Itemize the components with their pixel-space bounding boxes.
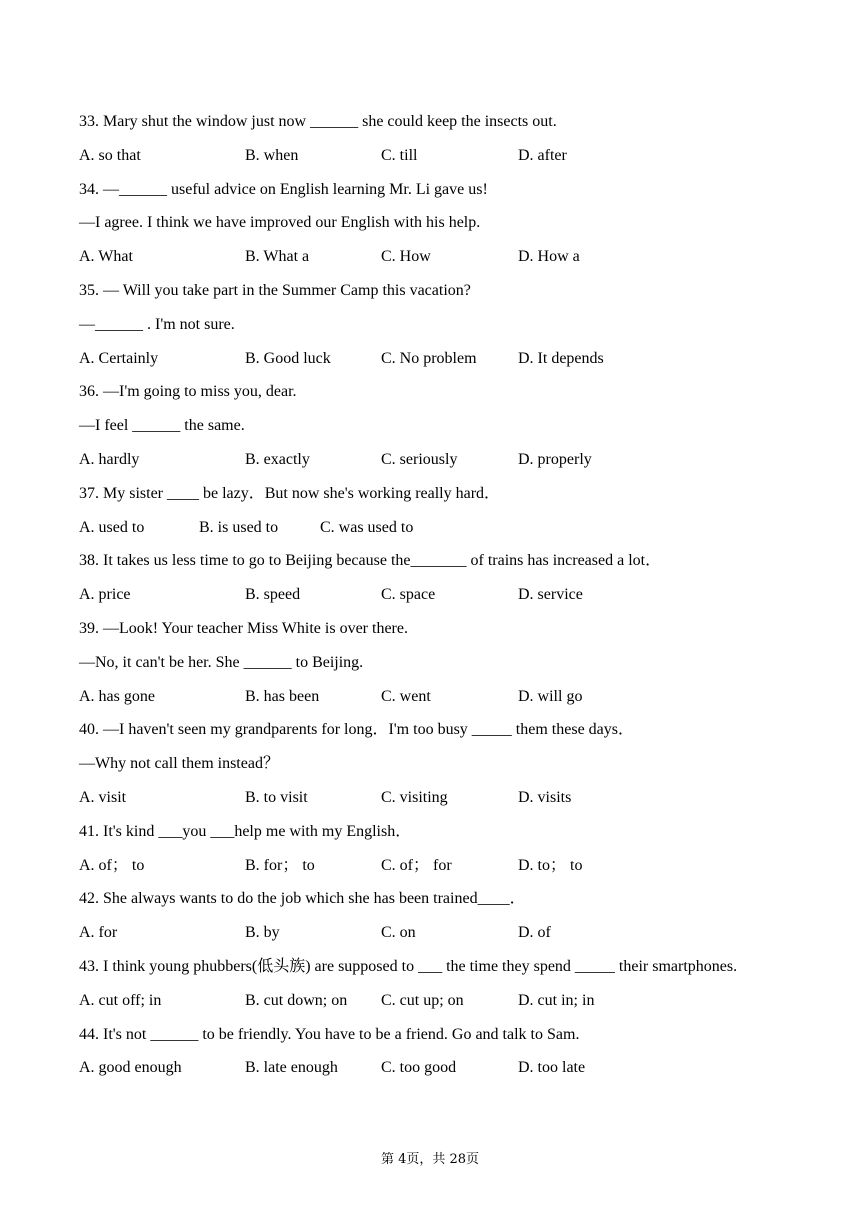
option-c: C. was used to xyxy=(320,518,414,536)
option-b: B. speed xyxy=(245,586,301,604)
question xyxy=(79,280,819,381)
question xyxy=(79,179,819,280)
question-stem: 41. It's kind ___you ___help me with my English． xyxy=(79,822,412,840)
option-b: B. for； to xyxy=(245,856,315,874)
question xyxy=(79,550,819,618)
question-stem: 44. It's not ______ to be friendly. You have to be a friend. Go and talk to Sam. xyxy=(79,1025,580,1043)
question-list xyxy=(79,111,819,1091)
option-b: B. is used to xyxy=(199,518,279,536)
option-c: C. on xyxy=(381,924,416,942)
option-c: C. visiting xyxy=(381,788,448,806)
option-a: A. cut off; in xyxy=(79,991,162,1009)
question-stem: 35. — Will you take part in the Summer Camp this vacation? xyxy=(79,281,471,299)
question-stem: 36. —I'm going to miss you, dear. xyxy=(79,383,297,401)
options-row xyxy=(79,686,819,720)
question xyxy=(79,888,819,956)
option-a: A. of； to xyxy=(79,856,145,874)
question-reply: —No, it can't be her. She ______ to Beijing. xyxy=(79,653,364,671)
option-a: A. Certainly xyxy=(79,349,159,367)
question-stem: 39. —Look! Your teacher Miss White is over there. xyxy=(79,619,408,637)
option-a: A. good enough xyxy=(79,1059,182,1077)
option-c: C. till xyxy=(381,146,418,164)
option-d: D. to； to xyxy=(518,856,583,874)
option-c: C. No problem xyxy=(381,349,477,367)
option-a: A. so that xyxy=(79,146,141,164)
option-b: B. to visit xyxy=(245,788,308,806)
question-stem: 37. My sister ____ be lazy．But now she's working really hard． xyxy=(79,484,501,502)
question-reply: —Why not call them instead？ xyxy=(79,755,279,773)
question-reply: —I agree. I think we have improved our English with his help. xyxy=(79,214,481,232)
option-b: B. late enough xyxy=(245,1059,338,1077)
option-a: A. price xyxy=(79,586,131,604)
option-d: D. cut in; in xyxy=(518,991,595,1009)
options-row xyxy=(79,145,819,179)
option-c: C. of； for xyxy=(381,856,452,874)
question-stem: 40. —I haven't seen my grandparents for long．I'm too busy _____ them these days． xyxy=(79,721,634,739)
option-c: C. cut up; on xyxy=(381,991,464,1009)
option-b: B. has been xyxy=(245,687,320,705)
page-footer: 第 4页，共 28页 xyxy=(380,1152,480,1167)
option-d: D. properly xyxy=(518,450,592,468)
question xyxy=(79,381,819,482)
options-row xyxy=(79,990,819,1024)
option-d: D. will go xyxy=(518,687,583,705)
option-d: D. of xyxy=(518,924,551,942)
option-c: C. too good xyxy=(381,1059,457,1077)
question xyxy=(79,111,819,179)
option-d: D. It depends xyxy=(518,349,604,367)
options-row xyxy=(79,348,819,382)
option-c: C. How xyxy=(381,248,431,266)
option-d: D. service xyxy=(518,586,583,604)
options-row xyxy=(79,855,819,889)
option-b: B. What a xyxy=(245,248,310,266)
question xyxy=(79,956,819,1024)
question xyxy=(79,618,819,719)
option-c: C. went xyxy=(381,687,431,705)
question-reply: —I feel ______ the same. xyxy=(79,417,245,435)
option-a: A. has gone xyxy=(79,687,155,705)
option-b: B. when xyxy=(245,146,299,164)
option-a: A. hardly xyxy=(79,450,140,468)
options-row xyxy=(79,1057,819,1091)
option-d: D. after xyxy=(518,146,567,164)
option-b: B. Good luck xyxy=(245,349,331,367)
question-stem: 33. Mary shut the window just now ______ she could keep the insects out. xyxy=(79,113,557,130)
options-row xyxy=(79,787,819,821)
question-stem: 34. —______ useful advice on English learning Mr. Li gave us! xyxy=(79,180,488,198)
question-stem: 38. It takes us less time to go to Beijing because the_______ of trains has increased a lot． xyxy=(79,552,662,570)
question xyxy=(79,821,819,889)
question-reply: —______ . I'm not sure. xyxy=(79,315,235,333)
question xyxy=(79,719,819,820)
options-row xyxy=(79,246,819,280)
options-row xyxy=(79,922,819,956)
question xyxy=(79,483,819,551)
option-a: A. What xyxy=(79,248,133,266)
option-c: C. space xyxy=(381,586,436,604)
options-row xyxy=(79,584,819,618)
option-a: A. used to xyxy=(79,518,145,536)
option-a: A. visit xyxy=(79,788,127,806)
option-b: B. by xyxy=(245,924,280,942)
question-stem: 43. I think young phubbers(低头族) are supposed to ___ the time they spend _____ their smartphones. xyxy=(79,957,738,975)
option-d: D. visits xyxy=(518,788,572,806)
option-a: A. for xyxy=(79,924,118,942)
option-b: B. exactly xyxy=(245,450,310,468)
option-c: C. seriously xyxy=(381,450,458,468)
option-b: B. cut down; on xyxy=(245,991,348,1009)
question xyxy=(79,1024,819,1092)
option-d: D. too late xyxy=(518,1059,586,1077)
options-row xyxy=(79,449,819,483)
options-row xyxy=(79,517,819,551)
question-stem: 42. She always wants to do the job which she has been trained____． xyxy=(79,890,526,908)
option-d: D. How a xyxy=(518,248,580,266)
